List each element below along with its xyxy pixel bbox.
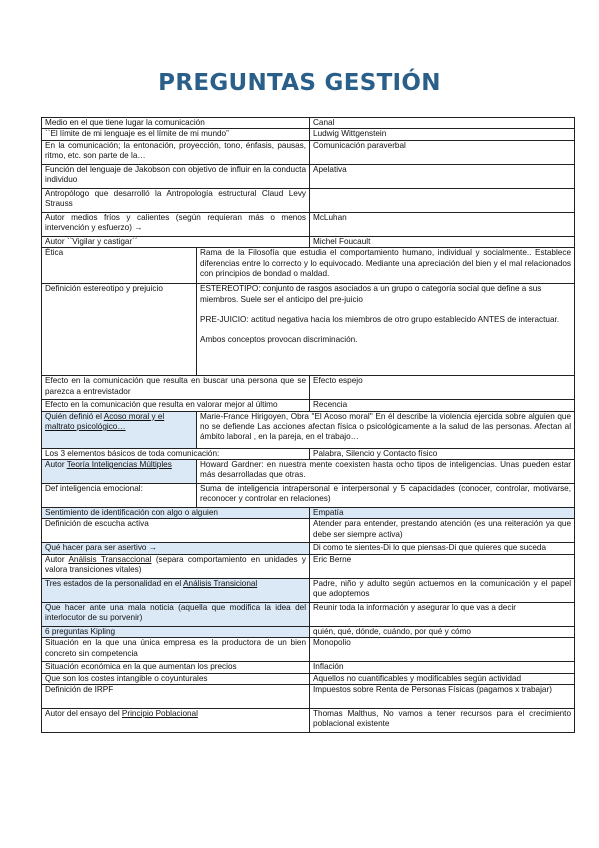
question-cell: Efecto en la comunicación que resulta en buscar una persona que se parezca a entrevistador xyxy=(42,376,310,400)
question-cell: Autor medios fríos y calientes (según requieran más o menos intervención y esfuerzo) → xyxy=(42,212,310,236)
question-cell: Ética xyxy=(42,248,197,284)
answer-cell: Ludwig Wittgenstein xyxy=(310,129,575,140)
question-cell: Autor Teoría Inteligencias Múltiples xyxy=(42,460,197,484)
answer-cell xyxy=(310,188,575,212)
question-cell: Efecto en la comunicación que resulta en valorar mejor al último xyxy=(42,400,310,411)
answer-cell: Atender para entender, prestando atención (es una reiteración ya que debe ser siempre activa) xyxy=(310,519,575,543)
question-cell: Quién definió el Acoso moral y el maltrato psicológico… xyxy=(42,411,197,448)
question-cell: Situación económica en la que aumentan los precios xyxy=(42,662,310,673)
answer-cell: Impuestos sobre Renta de Personas Físicas (pagamos x trabajar) xyxy=(310,685,575,709)
page-title: PREGUNTAS GESTIÓN xyxy=(158,70,441,96)
answer-cell: Empatía xyxy=(310,508,575,519)
answer-cell: Apelativa xyxy=(310,164,575,188)
answer-cell: Thomas Malthus, No vamos a tener recursos para el crecimiento poblacional existente xyxy=(310,709,575,733)
answer-cell: Michel Foucault xyxy=(310,236,575,247)
answer-cell: Di como te sientes-Di lo que piensas-Di que quieres que suceda xyxy=(310,543,575,554)
question-cell: Sentimiento de identificación con algo o alguien xyxy=(42,508,310,519)
answer-cell: Recencia xyxy=(310,400,575,411)
question-cell: Autor Análisis Transaccional (separa comportamiento en unidades y valora transiciones vitales) xyxy=(42,554,310,578)
answer-cell: quién, qué, dónde, cuándo, por qué y cómo xyxy=(310,626,575,637)
question-cell: Definición estereotipo y prejuicio xyxy=(42,284,197,376)
question-cell: Definición de escucha activa xyxy=(42,519,310,543)
question-cell: Qué hacer para ser asertivo → xyxy=(42,543,310,554)
answer-cell: McLuhan xyxy=(310,212,575,236)
answer-cell: Efecto espejo xyxy=(310,376,575,400)
answer-cell xyxy=(197,284,575,376)
answer-cell: Eric Berne xyxy=(310,554,575,578)
answer-cell: Marie-France Hirigoyen, Obra "El Acoso moral'' En él describe la violencia ejercida sobre alguien que no se defiende Las acciones afectan física o psicológicamente a la salud de las personas. Afectan al ámbito laboral , en la pareja, en el trabajo… xyxy=(197,411,575,448)
answer-cell: Padre, niño y adulto según actuemos en la comunicación y el papel que adoptemos xyxy=(310,578,575,602)
question-cell: Situación en la que una única empresa es la productora de un bien concreto sin competencia xyxy=(42,638,310,662)
answer-cell: Palabra, Silencio y Contacto físico xyxy=(310,448,575,459)
question-cell: Medio en el que tiene lugar la comunicación xyxy=(42,118,310,129)
stereotype-definition: ESTEREOTIPO: conjunto de rasgos asociados a un grupo o categoría social que define a sus miembros. Suele ser el anticipo del pre-juicio xyxy=(200,284,542,304)
answer-cell: Comunicación paraverbal xyxy=(310,140,575,164)
answer-cell: Canal xyxy=(310,118,575,129)
answer-cell: Howard Gardner: en nuestra mente coexisten hasta ocho tipos de inteligencias. Unas pueden estar más desarrolladas que otras. xyxy=(197,460,575,484)
question-cell: 6 preguntas Kipling xyxy=(42,626,310,637)
conclusion-text: Ambos conceptos provocan discriminación. xyxy=(200,335,358,345)
answer-cell: Rama de la Filosofía que estudia el comportamiento humano, individual y socialmente.. Establece diferencias entre lo correcto y lo equivocado. Mediante una apreciación del bien y el mal relacionados con principios de bondad o maldad. xyxy=(197,248,575,284)
question-cell: Que hacer ante una mala noticia (aquella que modifica la idea del interlocutor de su porvenir) xyxy=(42,602,310,626)
question-cell: Autor del ensayo del Principio Poblacional xyxy=(42,709,310,733)
answer-cell: Monopolio xyxy=(310,638,575,662)
question-cell: Autor ``Vigilar y castigar´´ xyxy=(42,236,310,247)
question-cell: En la comunicación; la entonación, proyección, tono, énfasis, pausas, ritmo, etc. son parte de la… xyxy=(42,140,310,164)
prejudice-definition: PRE-JUICIO: actitud negativa hacia los miembros de otro grupo establecido ANTES de interactuar. xyxy=(200,315,560,325)
question-cell: Tres estados de la personalidad en el Análisis Transicional xyxy=(42,578,310,602)
answer-cell: Inflación xyxy=(310,662,575,673)
question-cell: Los 3 elementos básicos de toda comunicación: xyxy=(42,448,310,459)
question-cell: Función del lenguaje de Jakobson con objetivo de influir en la conducta individuo xyxy=(42,164,310,188)
question-cell: Que son los costes intangible o coyunturales xyxy=(42,673,310,684)
questions-table xyxy=(41,117,575,733)
question-cell: Def inteligencia emocional: xyxy=(42,484,197,508)
question-cell: ``El límite de mi lenguaje es el límite de mi mundo” xyxy=(42,129,310,140)
answer-cell: Suma de inteligencia intrapersonal e interpersonal y 5 capacidades (conocer, controlar, motivarse, reconocer y controlar en relaciones) xyxy=(197,484,575,508)
answer-cell: Aquellos no cuantificables y modificables según actividad xyxy=(310,673,575,684)
question-cell: Definición de IRPF xyxy=(42,685,310,709)
answer-cell: Reunir toda la información y asegurar lo que vas a decir xyxy=(310,602,575,626)
question-cell: Antropólogo que desarrolló la Antropología estructural Claud Levy Strauss xyxy=(42,188,310,212)
